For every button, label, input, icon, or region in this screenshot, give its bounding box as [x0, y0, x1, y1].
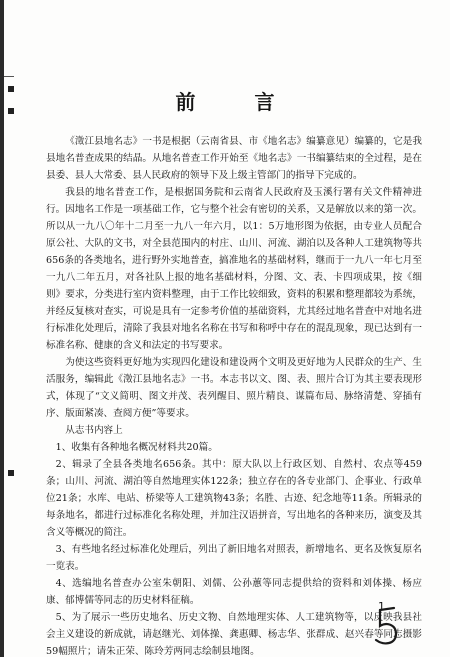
margin-tick [4, 76, 14, 77]
handwritten-mark [366, 604, 406, 648]
list-item-4: 4、选编地名普查办公室朱朝阳、刘儒、公孙蕙等同志提供给的资料和刘体操、杨应康、郁博儒等同志的历史材料征稿。 [46, 578, 422, 606]
paragraph-purpose: 为使这些资料更好地为实现四化建设和建设两个文明及更好地为人民群众的生产、生活服务，编辑此《澂江县地名志》一书。本志书以文、图、表、照片合订为其主要表现形式，体现了“文义简明、图文并茂、表列醒目、照片精良、谋篇布局、脉络清楚、穿插有序、版面紧凑、查阅方便”等要求。 [46, 357, 422, 419]
list-item-1: 1、收集有各种地名概况材料共20篇。 [55, 442, 218, 453]
list-item-5: 5、为了展示一些历史地名、历史文物、自然地理实体、人工建筑物等，以反映我县社会主义建设的新成就，请赵继光、刘体操、龚惠卿、杨志华、张群成、赵兴春等同志摄影59幅照片；请朱正荣、陈玲芳两同志绘制县地图。 [46, 612, 422, 657]
preface-body [46, 133, 422, 657]
paragraph-contents-heading: 从志书内容上 [65, 425, 123, 436]
list-item-3: 3、有些地名经过标准化处理后，列出了新旧地名对照表，新增地名、更名及恢复原名一览表。 [46, 544, 422, 572]
page-number: 1 [378, 600, 385, 613]
list-item-2: 2、辑录了全县各类地名656条。其中：原大队以上行政区划、自然村、农点等459条；山川、河流、湖泊等自然地理实体122条；独立存在的各专业部门、企事业、行政单位21条；水库、电站、桥梁等人工建筑物43条；名胜、古迹、纪念地等11条。所辑录的每条地名，都进行过标准化名称处理，并加注汉语拼音，写出地名的各种来历，演变及其含义等概况的简注。 [46, 459, 422, 538]
margin-mark [8, 470, 14, 476]
paragraph-survey: 我县的地名普查工作，是根据国务院和云南省人民政府及玉溪行署有关文件精神进行。因地名工作是一项基础工作，它与整个社会有密切的关系，又是解放以来的第一次。所以从一九八〇年十二月至一九八一年六月，以1：5万地形图为依据，由专业人员配合原公社、大队的文书，对全县范围内的村庄、山川、河流、湖泊以及各种人工建筑物等共656条的各类地名，进行野外实地普查，搞准地名的基础材料，继而于一九八一年七月至一九八二年五月，对各社队上报的地名基础材料，分图、文、表、卡四项成果，按《细则》要求，分类进行室内资料整理，由于工作比较细致，资料的积累和整理都较为系统，并经反复核对查实，可说是具有一定参考价值的基础资料，尤其经过地名普查中对地名进行标准化处理后，清除了我县对地名名称在书写和称呼中存在的混乱现象，现已达到有一标准名称、健康的含义和法定的书写要求。 [46, 187, 422, 351]
page-title: 前 言 [175, 90, 301, 114]
paragraph-intro: 《澂江县地名志》一书是根据（云南省县、市《地名志》编纂意见）编纂的，它是我县地名普查成果的结晶。从地名普查工作开始至《地名志》一书编纂结束的全过程，是在县委、县人大常委、县人民政府的领导下及上级主管部门的指导下完成的。 [46, 136, 422, 181]
